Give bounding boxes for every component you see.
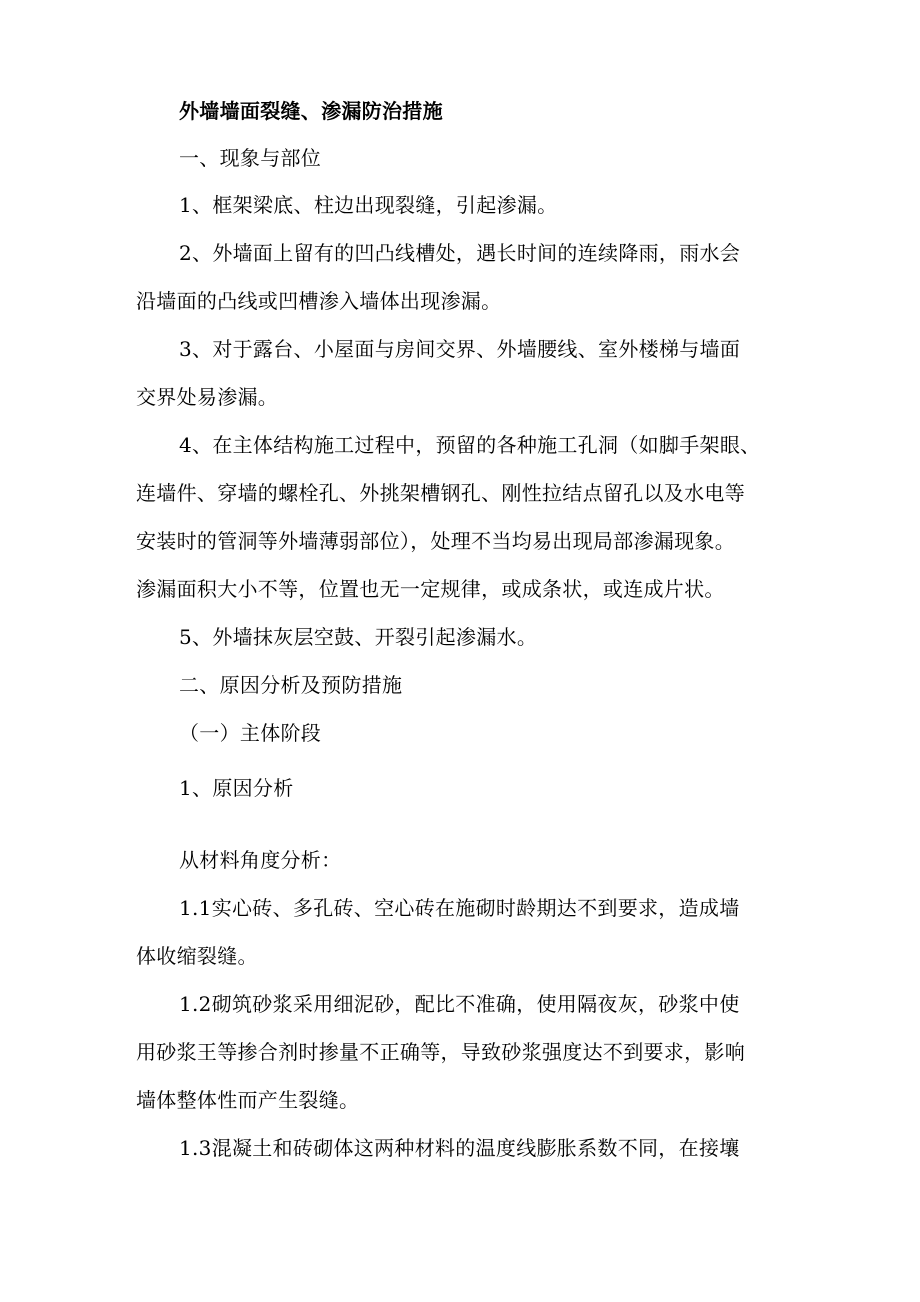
- paragraph-line: 连墙件、穿墙的螺栓孔、外挑架槽钢孔、刚性拉结点留孔以及水电等: [136, 481, 745, 505]
- paragraph-line: 1.2砌筑砂浆采用细泥砂，配比不准确，使用隔夜灰，砂浆中使: [179, 992, 740, 1016]
- paragraph-line: 4、在主体结构施工过程中，预留的各种施工孔洞（如脚手架眼、: [179, 433, 761, 457]
- section-heading: 一、现象与部位: [179, 146, 322, 170]
- paragraph-line: 1.3混凝土和砖砌体这两种材料的温度线膨胀系数不同，在接壤: [179, 1136, 740, 1160]
- paragraph-line: 1、框架梁底、柱边出现裂缝，引起渗漏。: [179, 193, 558, 217]
- paragraph-line: 3、对于露台、小屋面与房间交界、外墙腰线、室外楼梯与墙面: [179, 337, 741, 361]
- document-title: 外墙墙面裂缝、渗漏防治措施: [179, 99, 443, 123]
- paragraph-line: 沿墙面的凸线或凹槽渗入墙体出现渗漏。: [136, 289, 502, 313]
- paragraph-line: 交界处易渗漏。: [136, 385, 279, 409]
- paragraph-line: 2、外墙面上留有的凹凸线槽处，遇长时间的连续降雨，雨水会: [179, 241, 741, 265]
- section-heading: 二、原因分析及预防措施: [179, 673, 403, 697]
- paragraph-line: 体收缩裂缝。: [136, 944, 258, 968]
- paragraph-line: 渗漏面积大小不等，位置也无一定规律，或成条状，或连成片状。: [136, 577, 725, 601]
- subheading: 从材料角度分析：: [179, 848, 342, 872]
- paragraph-line: 安装时的管洞等外墙薄弱部位），处理不当均易出现局部渗漏现象。: [136, 529, 735, 553]
- subheading: 1、原因分析: [179, 776, 294, 800]
- paragraph-line: 1.1实心砖、多孔砖、空心砖在施砌时龄期达不到要求，造成墙: [179, 896, 740, 920]
- paragraph-line: 墙体整体性而产生裂缝。: [136, 1088, 360, 1112]
- subsection-heading: （一）主体阶段: [179, 721, 322, 745]
- paragraph-line: 5、外墙抹灰层空鼓、开裂引起渗漏水。: [179, 625, 538, 649]
- paragraph-line: 用砂浆王等掺合剂时掺量不正确等，导致砂浆强度达不到要求，影响: [136, 1040, 745, 1064]
